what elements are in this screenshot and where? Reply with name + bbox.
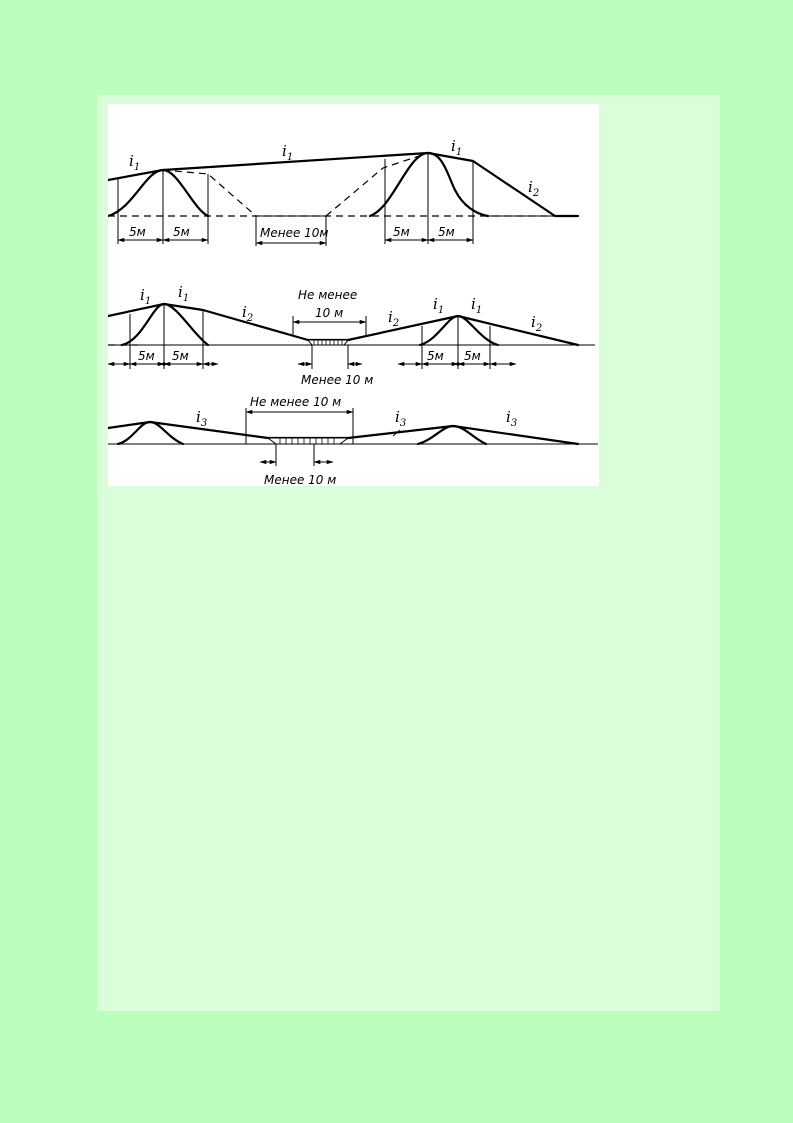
profile-3 [108,395,598,486]
dim-5m: 5м [138,349,155,363]
dim-5m: 5м [427,349,444,363]
slope-label: $i_1$ [140,286,152,307]
slope-label: $i_1$ [451,137,463,158]
dim-5m: 5м [129,225,146,239]
road-profile-figure [108,104,599,486]
profile-1 [108,137,578,246]
dim-less-10m: Менее 10м [260,226,329,240]
profile-drawing [108,104,599,486]
slope-label: $i_3$ [395,408,407,429]
dim-less-10m: Менее 10 м [264,473,337,486]
dim-5m: 5м [393,225,410,239]
slope-label: $i_3$ [196,408,208,429]
slope-label: $i_1$ [433,295,445,316]
not-less-value: 10 м [315,306,344,320]
slope-label: $i_2$ [388,308,400,329]
dim-less-10m: Менее 10 м [301,373,374,387]
slope-label: $i_1$ [129,152,141,173]
dim-5m: 5м [464,349,481,363]
dim-5m: 5м [172,349,189,363]
profile-2 [108,283,595,387]
top-profile-1 [108,153,578,216]
not-less-label: Не менее [298,288,358,302]
slope-label: $i_2$ [528,178,540,199]
slope-label: $i_1$ [471,295,483,316]
slope-label: $i_1$ [178,283,190,304]
not-less-label: Не менее 10 м [250,395,342,409]
dim-5m: 5м [173,225,190,239]
slope-label: $i_2$ [531,313,543,334]
slope-label: $i_1$ [282,142,294,163]
bump-1b [370,153,488,216]
slope-label: $i_3$ [506,408,518,429]
dim-5m: 5м [438,225,455,239]
slope-label: $i_2$ [242,303,254,324]
